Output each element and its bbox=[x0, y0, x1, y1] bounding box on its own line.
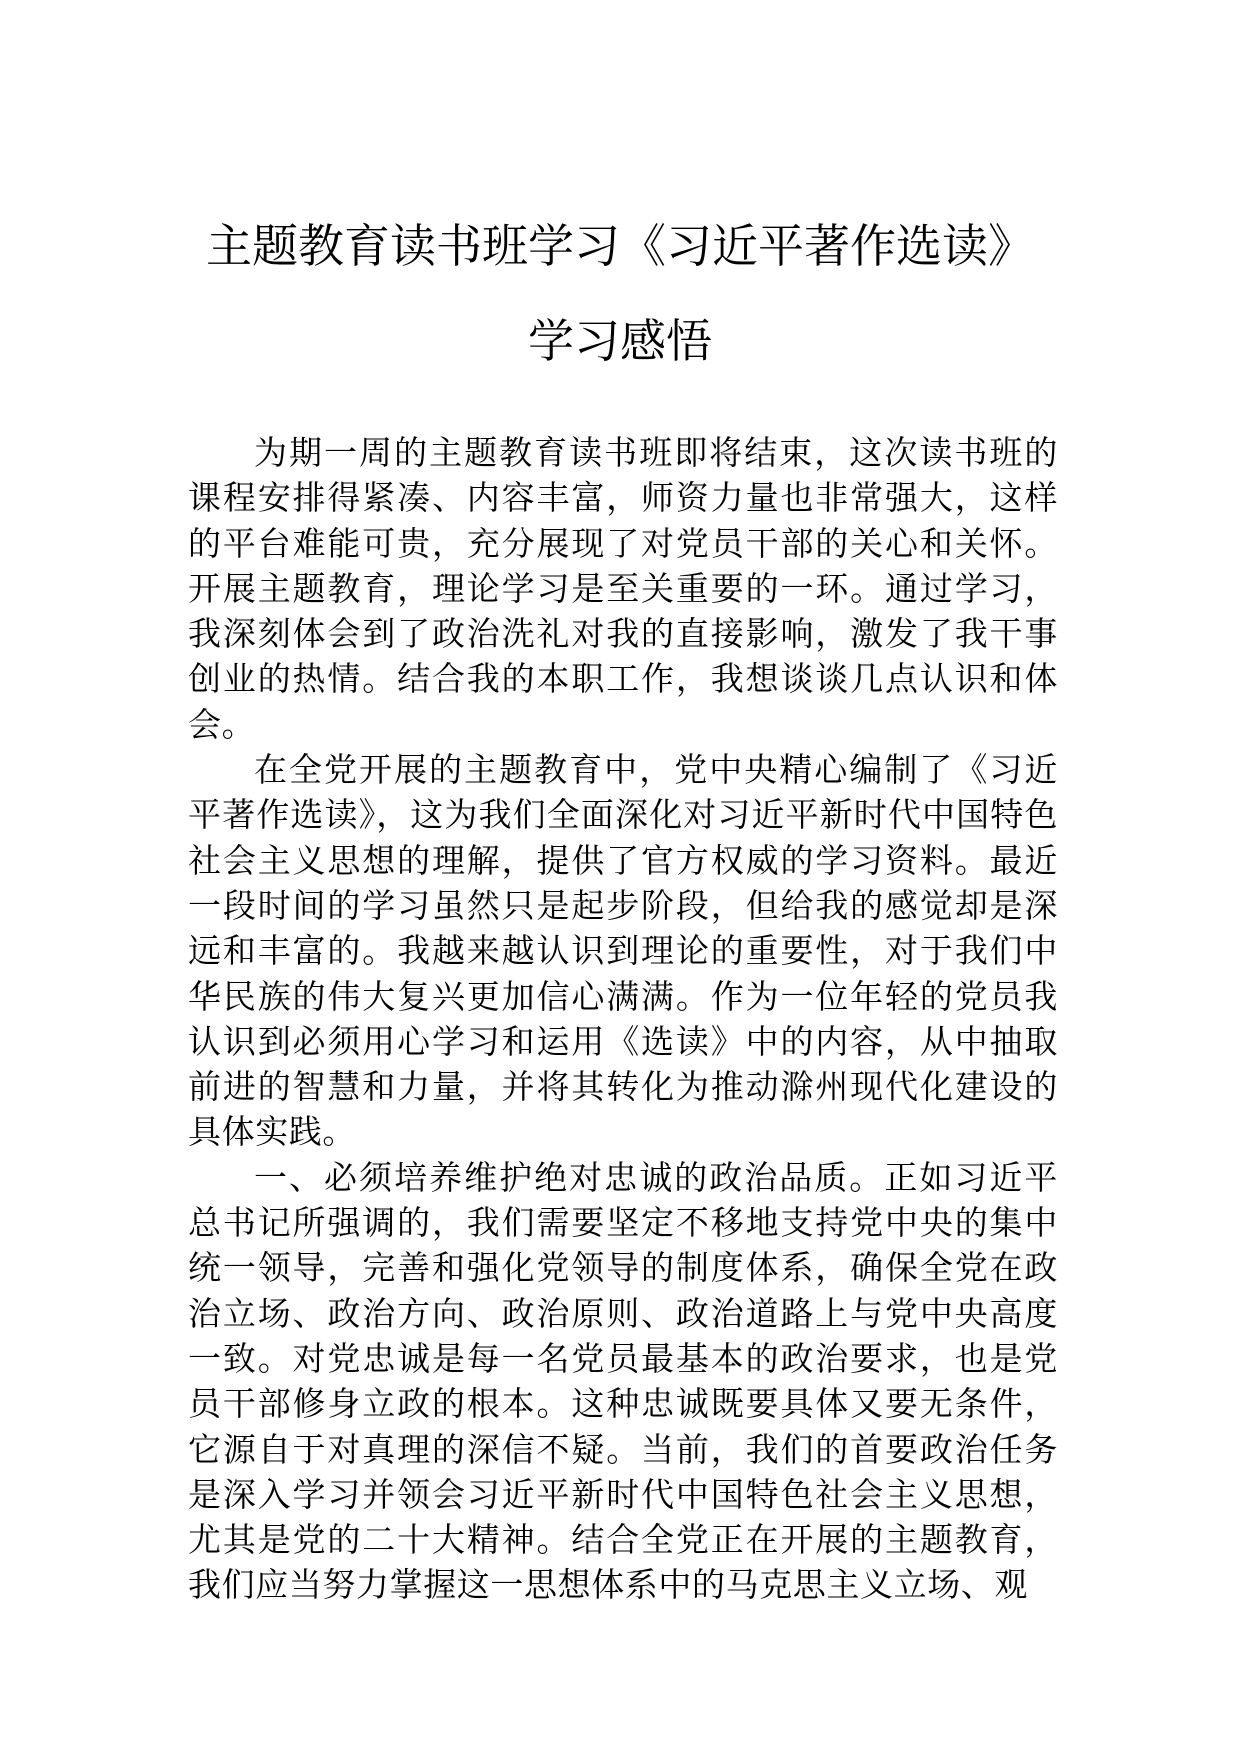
body-paragraph-1: 为期一周的主题教育读书班即将结束，这次读书班的课程安排得紧凑、内容丰富，师资力量也非常强大，这样的平台难能可贵，充分展现了对党员干部的关心和关怀。开展主题教育，理论学习是至关重要的一环。通过学习，我深刻体会到了政治洗礼对我的直接影响，激发了我干事创业的热情。结合我的本职工作，我想谈谈几点认识和体会。 bbox=[188, 433, 1058, 744]
document-body bbox=[188, 430, 1058, 1608]
document-title-line-1: 主题教育读书班学习《习近平著作选读》 bbox=[206, 219, 1034, 273]
body-paragraph-2: 在全党开展的主题教育中，党中央精心编制了《习近平著作选读》，这为我们全面深化对习近平新时代中国特色社会主义思想的理解，提供了官方权威的学习资料。最近一段时间的学习虽然只是起步阶段，但给我的感觉却是深远和丰富的。我越来越认识到理论的重要性，对于我们中华民族的伟大复兴更加信心满满。作为一位年轻的党员我认识到必须用心学习和运用《选读》中的内容，从中抽取前进的智慧和力量，并将其转化为推动滁州现代化建设的具体实践。 bbox=[188, 750, 1058, 1152]
body-paragraph-3: 一、必须培养维护绝对忠诚的政治品质。正如习近平总书记所强调的，我们需要坚定不移地支持党中央的集中统一领导，完善和强化党领导的制度体系，确保全党在政治立场、政治方向、政治原则、政治道路上与党中央高度一致。对党忠诚是每一名党员最基本的政治要求，也是党员干部修身立政的根本。这种忠诚既要具体又要无条件，它源自于对真理的深信不疑。当前，我们的首要政治任务是深入学习并领会习近平新时代中国特色社会主义思想，尤其是党的二十大精神。结合全党正在开展的主题教育，我们应当努力掌握这一思想体系中的马克思主义立场、观 bbox=[188, 1157, 1058, 1605]
document-title-line-2: 学习感悟 bbox=[528, 314, 712, 368]
